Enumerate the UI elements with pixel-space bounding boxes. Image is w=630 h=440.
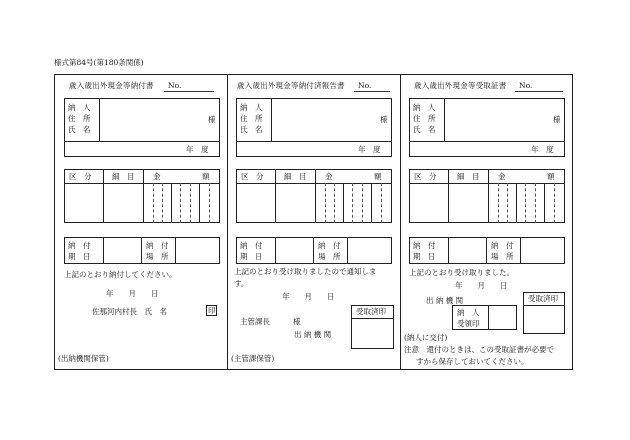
place-label-2: 場 所 — [146, 252, 169, 261]
column-divider-1 — [227, 74, 228, 370]
number-label: No. — [358, 81, 372, 90]
due-label-1: 納 付 — [68, 241, 91, 250]
col-gaku: 額 — [202, 172, 210, 181]
receipt-stamp-label: 受取済印 — [528, 294, 558, 303]
digit-line — [498, 183, 499, 223]
name-label: 氏 名 — [413, 125, 436, 134]
digit-line — [507, 183, 508, 223]
address-label: 住 所 — [413, 114, 436, 123]
amount-col-line — [448, 169, 449, 223]
col-kubun: 区 分 — [414, 172, 437, 181]
footer: (主管課保管) — [231, 354, 275, 363]
col-kin: 金 — [498, 172, 506, 181]
digit-line — [381, 183, 382, 223]
number-underline — [354, 91, 390, 92]
col-saimoku: 細 目 — [457, 172, 480, 181]
honorific-sama: 様 — [208, 115, 216, 124]
col-kin: 金 — [153, 172, 161, 181]
date-line: 年 月 日 — [282, 292, 335, 301]
digit-line — [209, 183, 210, 223]
amount-col-line — [103, 169, 104, 223]
form-title: 歳入歳出外現金等受取証書 — [414, 81, 507, 90]
digit-line — [153, 183, 154, 223]
digit-line — [535, 183, 536, 223]
receipt-stamp-label: 受取済印 — [356, 307, 386, 316]
place-label-1: 納 付 — [491, 241, 514, 250]
col-gaku: 額 — [547, 172, 555, 181]
due-label-2: 期 日 — [240, 252, 263, 261]
due-label-1: 納 付 — [240, 241, 263, 250]
form-title: 歳入歳出外現金等納付書 — [69, 81, 154, 90]
due-label-2: 期 日 — [68, 252, 91, 261]
receiver-label-2: 受領印 — [457, 319, 480, 328]
amount-header-line — [64, 183, 220, 184]
fiscal-year-label: 年 度 — [186, 145, 209, 154]
number-underline — [164, 91, 214, 92]
number-label: No. — [519, 81, 533, 90]
place-divider — [520, 237, 521, 264]
place-label-1: 納 付 — [146, 241, 169, 250]
col-saimoku: 細 目 — [284, 172, 307, 181]
digit-line — [199, 183, 200, 223]
digit-line — [371, 183, 372, 223]
payer-divider — [271, 98, 272, 141]
digit-line — [554, 183, 555, 223]
message-line-1: 上記のとおり受け取りましたので通知しま — [234, 267, 377, 276]
col-gaku: 額 — [374, 172, 382, 181]
honorific-sama: 様 — [380, 115, 388, 124]
payer-label: 納 人 — [413, 103, 436, 112]
fiscal-year-label: 年 度 — [358, 145, 381, 154]
seal-label: 印 — [208, 306, 216, 315]
number-underline — [515, 91, 563, 92]
digit-line — [352, 183, 353, 223]
amount-header-line — [409, 183, 565, 184]
honorific-sama: 様 — [553, 115, 561, 124]
digit-line — [343, 183, 344, 223]
message: 上記のとおり納付してください。 — [64, 270, 177, 279]
amount-col-line — [143, 169, 144, 223]
form-title: 歳入歳出外現金等納付済報告書 — [237, 81, 345, 90]
payer-label: 納 人 — [240, 103, 263, 112]
receiver-label-1: 納 人 — [457, 308, 480, 317]
amount-header-line — [236, 183, 392, 184]
place-label-divider — [141, 237, 142, 264]
payer-bottom-line — [64, 141, 220, 142]
stamp-header-line — [351, 318, 394, 319]
digit-line — [334, 183, 335, 223]
digit-line — [162, 183, 163, 223]
address-label: 住 所 — [240, 114, 263, 123]
payer-label: 納 人 — [68, 103, 91, 112]
amount-col-line — [275, 169, 276, 223]
digit-line — [362, 183, 363, 223]
treasurer-label: 出 納 機 関 — [294, 330, 332, 339]
digit-line — [544, 183, 545, 223]
column-divider-2 — [400, 74, 401, 370]
receiver-seal-divider — [488, 305, 489, 330]
treasurer-label: 出 納 機 関 — [426, 296, 464, 305]
name-label: 氏 名 — [68, 125, 91, 134]
number-label: No. — [168, 81, 182, 90]
message: 上記のとおり受け取りました。 — [409, 268, 514, 277]
date-line: 年 月 日 — [455, 281, 508, 290]
place-label-divider — [486, 237, 487, 264]
place-divider — [347, 237, 348, 264]
col-kubun: 区 分 — [241, 172, 264, 181]
date-line: 年 月 日 — [106, 289, 159, 298]
address-label: 住 所 — [68, 114, 91, 123]
digit-line — [171, 183, 172, 223]
payer-bottom-line — [409, 141, 565, 142]
message-line-2: す。 — [234, 279, 249, 288]
payer-divider — [99, 98, 100, 141]
due-label-1: 納 付 — [413, 241, 436, 250]
amount-col-line — [488, 169, 489, 223]
digit-line — [516, 183, 517, 223]
due-divider — [103, 237, 104, 264]
signer: 佐那河内村長 氏 名 — [92, 307, 167, 316]
place-divider — [175, 237, 176, 264]
col-kubun: 区 分 — [69, 172, 92, 181]
digit-line — [180, 183, 181, 223]
place-label-divider — [313, 237, 314, 264]
place-label-1: 納 付 — [318, 241, 341, 250]
footer: (出納機関保管) — [58, 354, 109, 363]
form-number: 様式第84号(第180条関係) — [54, 58, 144, 67]
stamp-header-line — [523, 305, 565, 306]
fiscal-year-label: 年 度 — [531, 145, 554, 154]
digit-line — [190, 183, 191, 223]
due-divider — [448, 237, 449, 264]
caution-line-2: すから保存しておいてください。 — [416, 357, 529, 366]
payer-bottom-line — [236, 141, 392, 142]
deliver-note: (納人に交付) — [404, 333, 448, 342]
caution-line-1: 注意 還付のときは、この受取証書が必要で — [404, 345, 554, 354]
due-divider — [275, 237, 276, 264]
manager-honorific: 様 — [293, 317, 301, 326]
amount-col-line — [315, 169, 316, 223]
digit-line — [525, 183, 526, 223]
due-label-2: 期 日 — [413, 252, 436, 261]
name-label: 氏 名 — [240, 125, 263, 134]
col-kin: 金 — [325, 172, 333, 181]
place-label-2: 場 所 — [318, 252, 341, 261]
place-label-2: 場 所 — [491, 252, 514, 261]
digit-line — [325, 183, 326, 223]
payer-divider — [444, 98, 445, 141]
manager-label: 主管課長 — [240, 317, 270, 326]
col-saimoku: 細 目 — [112, 172, 135, 181]
